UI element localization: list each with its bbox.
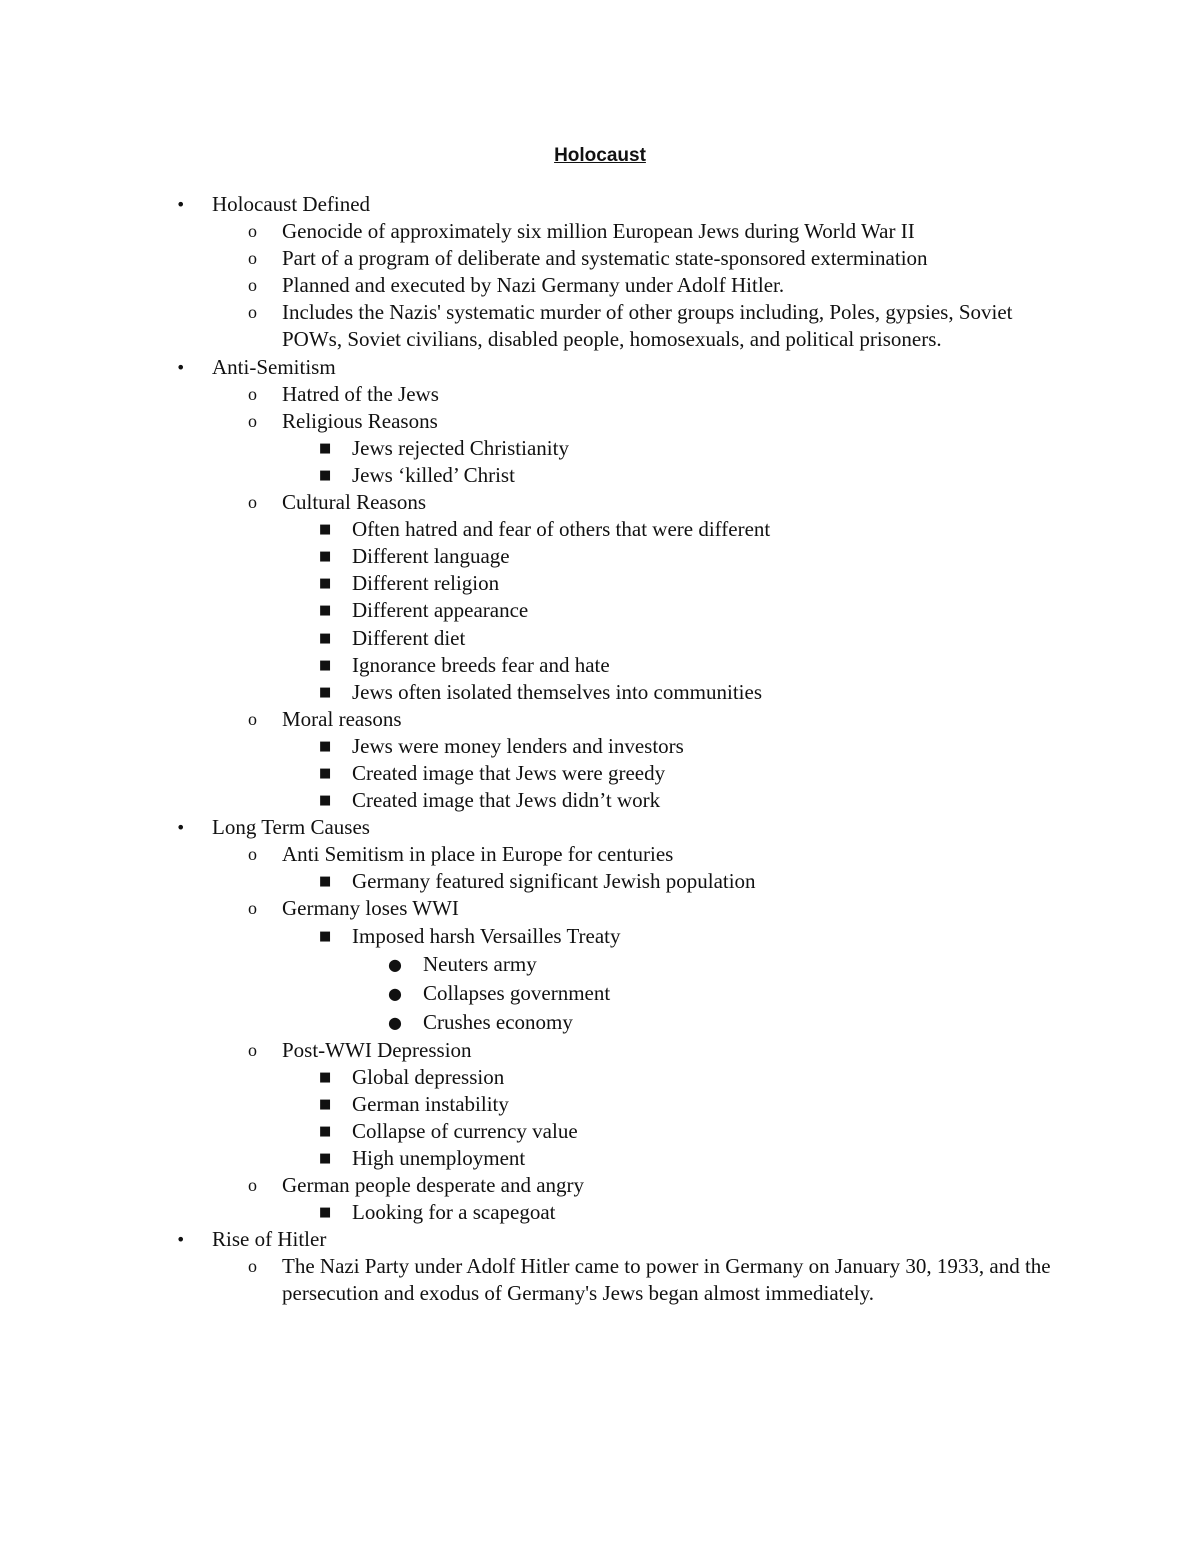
outline-item-level-3 (319, 679, 1142, 706)
square-marker: ■ (319, 630, 332, 646)
circle-marker: o (248, 248, 257, 269)
square-marker: ■ (319, 684, 332, 700)
dot-marker: ● (388, 954, 402, 974)
outline-item-level-1 (176, 191, 1002, 218)
outline-item-text: Created image that Jews didn’t work (352, 788, 661, 813)
outline-item-level-2 (248, 245, 1072, 272)
circle-marker: o (248, 898, 257, 919)
outline-item-text: German people desperate and angry (282, 1173, 585, 1198)
outline-item-text: Different religion (352, 571, 500, 596)
bullet-marker: • (176, 818, 186, 838)
outline-item-level-3 (319, 923, 1142, 950)
circle-marker: o (248, 275, 257, 296)
bullet-marker: • (176, 195, 186, 214)
outline-item-level-3 (319, 570, 1142, 597)
outline-item-level-3 (319, 516, 1142, 543)
outline-item-text: Created image that Jews were greedy (352, 760, 666, 785)
square-marker: ■ (319, 657, 332, 673)
outline-item-level-3 (319, 868, 1142, 895)
outline-item-text: Imposed harsh Versailles Treaty (352, 923, 621, 948)
outline-item-text: Jews ‘killed’ Christ (352, 462, 515, 487)
square-marker: ■ (319, 1205, 332, 1221)
outline-item-text: Collapse of currency value (352, 1118, 578, 1143)
outline-item-level-2 (248, 1037, 1072, 1064)
outline-item-text: Crushes economy (423, 1009, 573, 1034)
outline-item-level-3 (319, 543, 1142, 570)
outline-item-level-3 (319, 1091, 1142, 1118)
outline-item-text: Includes the Nazis' systematic murder of other groups including, Poles, gypsies, Soviet POWs, Soviet civilians, disabled people, homosexuals, and political prisoners. (282, 300, 1013, 352)
outline-list (0, 191, 1200, 1308)
circle-marker: o (248, 410, 257, 431)
outline-item-text: Post-WWI Depression (282, 1037, 472, 1062)
outline-item-level-2 (248, 1172, 1072, 1199)
outline-item-level-3 (319, 652, 1142, 679)
outline-item-level-2 (248, 841, 1072, 868)
outline-item-level-2 (248, 408, 1072, 435)
outline-item-text: Genocide of approximately six million European Jews during World War II (282, 219, 915, 244)
outline-item-level-2 (248, 299, 1072, 353)
square-marker: ■ (319, 738, 332, 754)
outline-item-level-4 (388, 1008, 1200, 1037)
circle-marker: o (248, 302, 257, 323)
square-marker: ■ (319, 928, 332, 944)
outline-item-text: Rise of Hitler (212, 1227, 327, 1252)
outline-item-level-3 (319, 1118, 1142, 1145)
outline-item-level-2 (248, 1253, 1072, 1307)
outline-item-text: Collapses government (423, 980, 611, 1005)
outline-item-text: Anti Semitism in place in Europe for centuries (282, 842, 674, 867)
outline-item-text: Often hatred and fear of others that were different (352, 517, 771, 542)
square-marker: ■ (319, 1123, 332, 1139)
circle-marker: o (248, 1039, 257, 1060)
square-marker: ■ (319, 1096, 332, 1112)
outline-item-level-2 (248, 218, 1072, 245)
square-marker: ■ (319, 1151, 332, 1166)
circle-marker: o (248, 708, 257, 729)
outline-item-text: Jews often isolated themselves into communities (352, 679, 763, 704)
circle-marker: o (248, 492, 257, 513)
outline-item-level-3 (319, 733, 1142, 760)
outline-item-level-1 (176, 1226, 1002, 1253)
dot-marker: ● (388, 983, 402, 1003)
square-marker: ■ (319, 522, 332, 538)
outline-item-level-3 (319, 597, 1142, 624)
square-marker: ■ (319, 793, 332, 809)
outline-item-text: Religious Reasons (282, 408, 438, 433)
outline-item-text: Different appearance (352, 598, 529, 623)
outline-item-text: Planned and executed by Nazi Germany under Adolf Hitler. (282, 273, 785, 298)
circle-marker: o (248, 1175, 257, 1196)
outline-item-text: Different diet (352, 625, 466, 650)
outline-item-level-2 (248, 381, 1072, 408)
outline-item-level-1 (176, 814, 1002, 841)
square-marker: ■ (319, 874, 332, 890)
outline-item-text: Germany loses WWI (282, 896, 459, 921)
outline-item-level-4 (388, 979, 1200, 1008)
outline-item-text: Jews rejected Christianity (352, 435, 569, 460)
outline-item-level-3 (319, 760, 1142, 787)
outline-item-level-3 (319, 625, 1142, 652)
bullet-marker: • (176, 357, 186, 377)
square-marker: ■ (319, 1069, 332, 1085)
outline-item-level-1 (176, 354, 1002, 381)
circle-marker: o (248, 844, 257, 865)
outline-item-text: Anti-Semitism (212, 354, 336, 379)
outline-item-level-3 (319, 1064, 1142, 1091)
outline-item-level-3 (319, 1145, 1142, 1172)
outline-item-text: Different language (352, 544, 510, 569)
outline-item-text: Cultural Reasons (282, 490, 427, 515)
outline-item-text: Part of a program of deliberate and systematic state-sponsored extermination (282, 246, 928, 271)
outline-item-text: High unemployment (352, 1146, 526, 1170)
outline-item-level-2 (248, 272, 1072, 299)
outline-item-level-2 (248, 895, 1072, 922)
outline-item-level-2 (248, 706, 1072, 733)
outline-item-text: Germany featured significant Jewish population (352, 869, 756, 894)
square-marker: ■ (319, 765, 332, 781)
outline-item-level-3 (319, 435, 1142, 462)
outline-item-text: Long Term Causes (212, 815, 370, 840)
square-marker: ■ (319, 467, 332, 483)
square-marker: ■ (319, 603, 332, 619)
outline-item-level-3 (319, 462, 1142, 489)
outline-item-text: Neuters army (423, 951, 537, 976)
outline-item-text: German instability (352, 1091, 509, 1116)
outline-item-text: Hatred of the Jews (282, 381, 439, 406)
square-marker: ■ (319, 549, 332, 565)
outline-item-text: Global depression (352, 1064, 505, 1089)
outline-item-level-3 (319, 787, 1142, 814)
outline-item-text: Jews were money lenders and investors (352, 733, 684, 758)
outline-item-text: Looking for a scapegoat (352, 1200, 556, 1225)
circle-marker: o (248, 1256, 257, 1277)
outline-item-level-4 (388, 950, 1200, 979)
circle-marker: o (248, 221, 257, 242)
square-marker: ■ (319, 440, 332, 456)
circle-marker: o (248, 383, 257, 404)
square-marker: ■ (319, 576, 332, 592)
outline-item-text: Ignorance breeds fear and hate (352, 652, 610, 677)
dot-marker: ● (388, 1012, 402, 1032)
outline-item-level-2 (248, 489, 1072, 516)
outline-item-text: Holocaust Defined (212, 192, 371, 216)
bullet-marker: • (176, 1230, 186, 1250)
outline-item-text: Moral reasons (282, 706, 402, 731)
outline-item-level-3 (319, 1199, 1142, 1226)
page-title: Holocaust (554, 145, 646, 166)
outline-item-text: The Nazi Party under Adolf Hitler came to power in Germany on January 30, 1933, and the persecution and exodus of Germany's Jews began almost immediately. (282, 1254, 1051, 1306)
